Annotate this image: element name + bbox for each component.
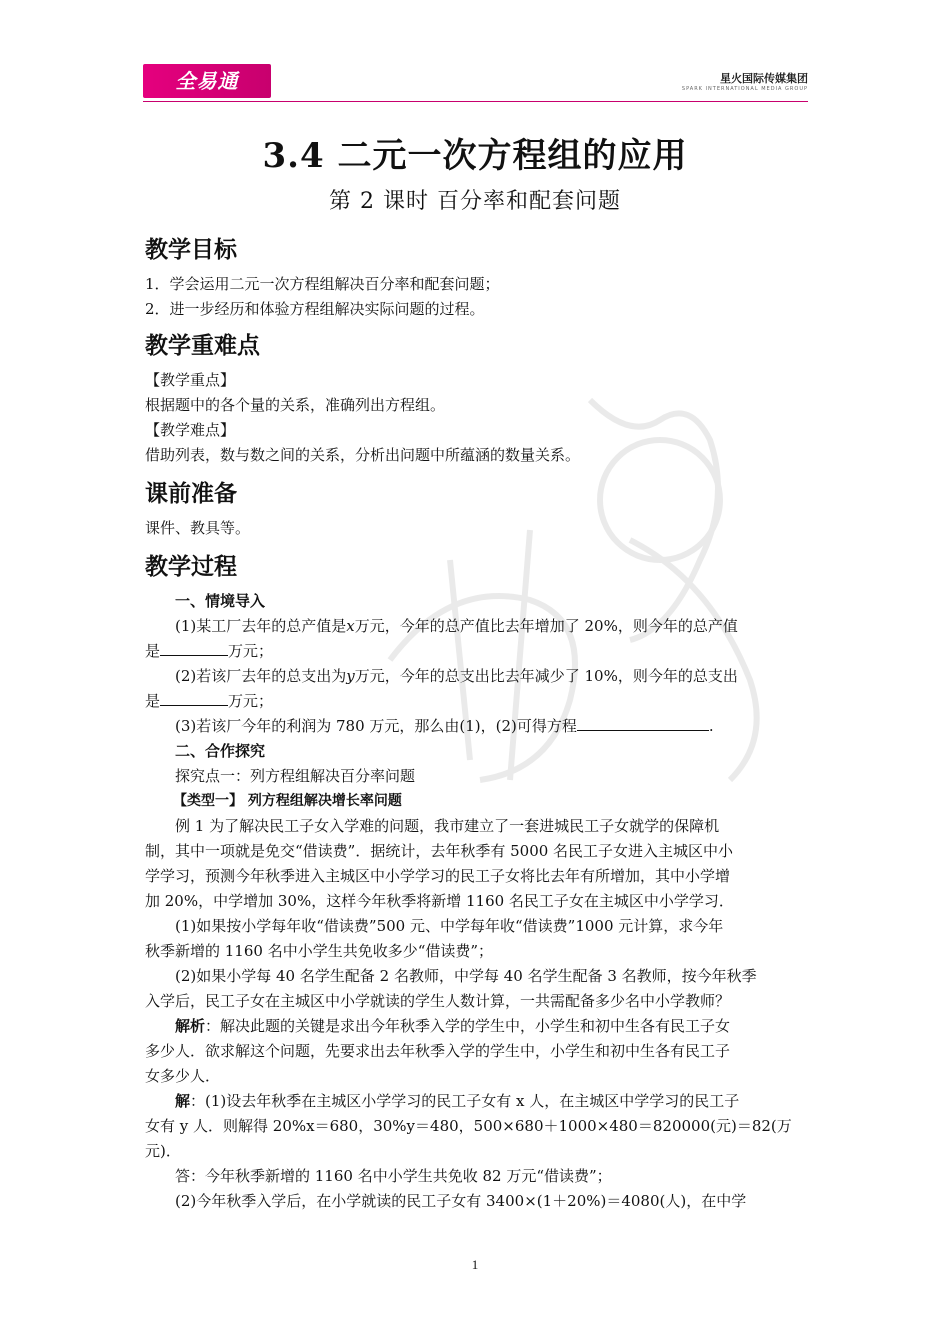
page-header bbox=[143, 64, 808, 104]
answer-blank[interactable] bbox=[577, 715, 709, 731]
example-line: 加 20%，中学增加 30%，这样今年秋季将新增 1160 名民工子女在主城区中小学学习． bbox=[145, 892, 734, 910]
document-body bbox=[145, 230, 807, 1214]
answer-blank[interactable] bbox=[160, 690, 228, 706]
example-line: 学学习，预测今年秋季进入主城区中小学学习的民工子女将比去年有所增加，其中小学增 bbox=[145, 867, 731, 885]
publisher-name-en: SPARK INTERNATIONAL MEDIA GROUP bbox=[681, 86, 808, 92]
section-heading-process: 教学过程 bbox=[145, 554, 237, 580]
page-number: 1 bbox=[471, 1257, 479, 1272]
section-heading-prep: 课前准备 bbox=[145, 481, 237, 507]
header-divider bbox=[143, 101, 808, 102]
example-line: 例 1 为了解决民工子女入学难的问题，我市建立了一套进城民工子女就学的保障机 bbox=[175, 817, 720, 835]
analysis-line: 多少人．欲求解这个问题，先要求出去年秋季入学的学生中，小学生和初中生各有民工子 bbox=[145, 1042, 731, 1060]
publisher-name: 星火国际传媒集团 bbox=[720, 72, 808, 85]
question-2: (2)若该厂去年的总支出为y万元，今年的总支出比去年减少了 10%，则今年的总支出 bbox=[175, 667, 738, 685]
document-title: 3.4 二元一次方程组的应用 bbox=[262, 136, 688, 176]
sub-question-line: 秋季新增的 1160 名中小学生共免收多少“借读费”； bbox=[145, 942, 494, 960]
solution-line: 元)． bbox=[145, 1142, 181, 1160]
focus-label: 【教学重点】 bbox=[145, 371, 236, 389]
prep-text: 课件、教具等。 bbox=[145, 519, 251, 537]
focus-text: 根据题中的各个量的关系，准确列出方程组。 bbox=[145, 396, 446, 414]
answer-line: 答：今年秋季新增的 1160 名中小学生共免收 82 万元“借读费”； bbox=[175, 1167, 612, 1185]
analysis-line: 解析：解决此题的关键是求出今年秋季入学的学生中，小学生和初中生各有民工子女 bbox=[175, 1017, 731, 1035]
section-heading-keypoints: 教学重难点 bbox=[145, 333, 260, 359]
publisher-block bbox=[682, 70, 808, 92]
sub-question-line: (1)如果按小学每年收“借读费”500 元、中学每年收“借读费”1000 元计算，求今年 bbox=[175, 917, 724, 935]
part-title: 二、合作探究 bbox=[175, 742, 266, 760]
brand-logo: 全易通 bbox=[143, 64, 271, 98]
question-3: (3)若该厂今年的利润为 780 万元，那么由(1)，(2)可得方程 . bbox=[175, 717, 714, 735]
difficulty-label: 【教学难点】 bbox=[145, 421, 236, 439]
sub-question-line: (2)如果小学每 40 名学生配备 2 名教师，中学每 40 名学生配备 3 名教师，按今年秋季 bbox=[175, 967, 757, 985]
solution-line: 女有 y 人．则解得 20%x＝680，30%y＝480，500×680＋1000×480＝820000(元)＝82(万 bbox=[145, 1117, 792, 1135]
question-1: (1)某工厂去年的总产值是x万元，今年的总产值比去年增加了 20%，则今年的总产值 bbox=[175, 617, 738, 635]
solution-line: 解：(1)设去年秋季在主城区小学学习的民工子女有 x 人，在主城区中学学习的民工子 bbox=[175, 1092, 740, 1110]
section-heading-goals: 教学目标 bbox=[145, 237, 237, 263]
example-line: 制，其中一项就是免交“借读费”．据统计，去年秋季有 5000 名民工子女进入主城区中小 bbox=[145, 842, 734, 860]
analysis-line: 女多少人． bbox=[145, 1067, 221, 1085]
type-title: 【类型一】 列方程组解决增长率问题 bbox=[173, 793, 402, 809]
solution-line: (2)今年秋季入学后，在小学就读的民工子女有 3400×(1＋20%)＝4080(人)，在中学 bbox=[175, 1192, 747, 1210]
document-subtitle: 第 2 课时 百分率和配套问题 bbox=[329, 189, 621, 214]
explore-point: 探究点一：列方程组解决百分率问题 bbox=[175, 767, 416, 785]
goal-item: 2．进一步经历和体验方程组解决实际问题的过程。 bbox=[145, 300, 485, 318]
part-title: 一、情境导入 bbox=[175, 592, 266, 610]
goal-item: 1．学会运用二元一次方程组解决百分率和配套问题； bbox=[145, 275, 500, 293]
sub-question-line: 入学后，民工子女在主城区中小学就读的学生人数计算，一共需配备多少名中小学教师？ bbox=[145, 992, 731, 1010]
question-1-cont: 是 万元； bbox=[145, 642, 274, 660]
answer-blank[interactable] bbox=[160, 640, 228, 656]
difficulty-text: 借助列表，数与数之间的关系，分析出问题中所蕴涵的数量关系。 bbox=[145, 446, 581, 464]
question-2-cont: 是 万元； bbox=[145, 692, 274, 710]
